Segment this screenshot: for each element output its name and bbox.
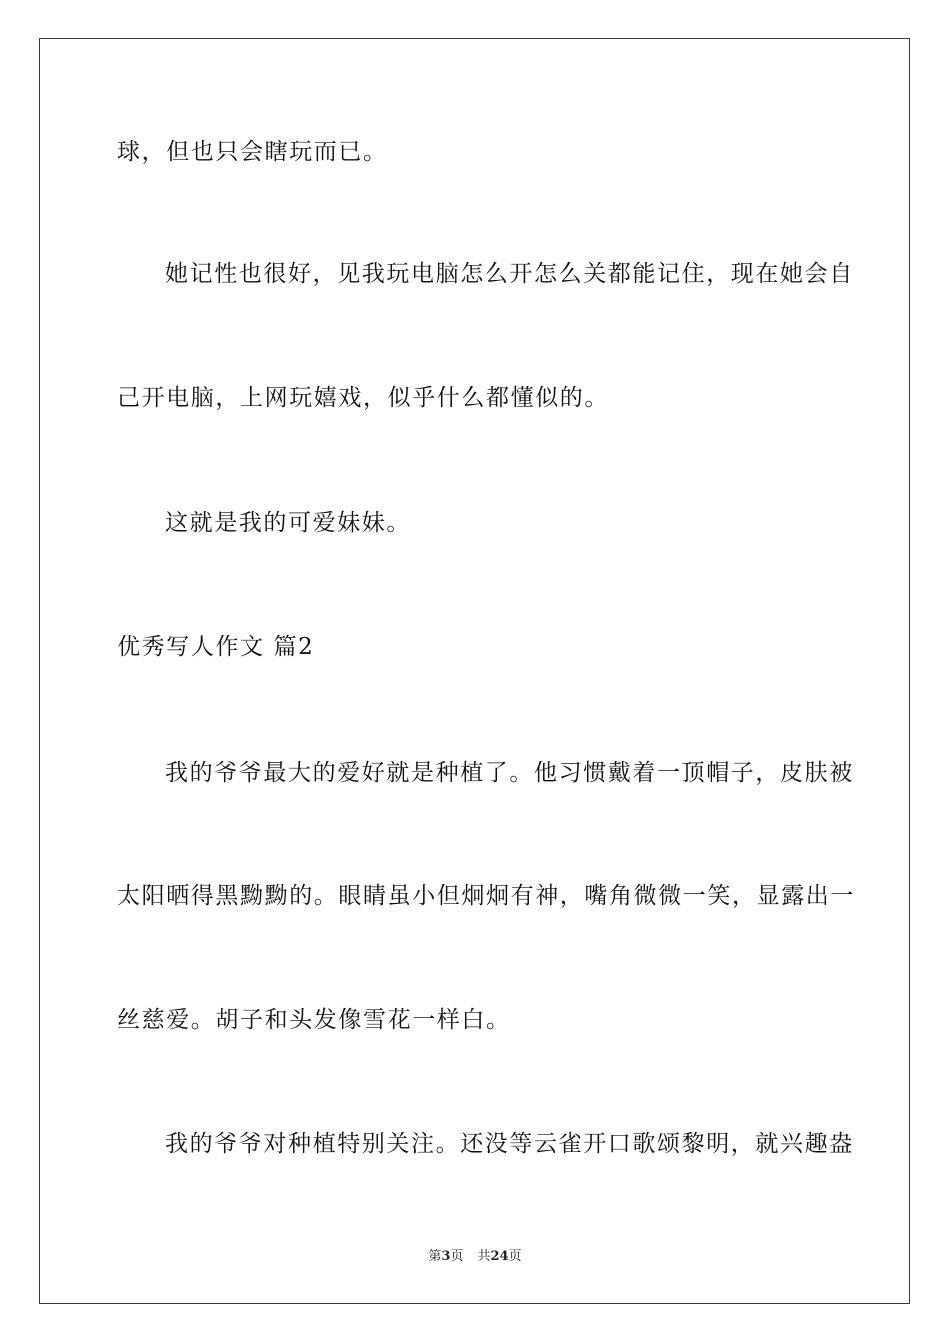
page-border [39, 38, 910, 1304]
paragraph-line-2: 她记性也很好，见我玩电脑怎么开怎么关都能记住，现在她会自 [165, 261, 854, 287]
footer-page-current: 3 [441, 1249, 451, 1264]
footer-page-prefix: 第 [428, 1249, 442, 1264]
footer-page-suffix: 页 [450, 1249, 464, 1264]
section-heading: 优秀写人作文 篇2 [117, 634, 315, 660]
paragraph-line-7: 丝慈爱。胡子和头发像雪花一样白。 [117, 1007, 511, 1033]
footer-total-suffix: 页 [508, 1249, 522, 1264]
footer-total-prefix: 共 [477, 1249, 491, 1264]
paragraph-line-4: 这就是我的可爱妹妹。 [165, 510, 411, 536]
paragraph-line-8: 我的爷爷对种植特别关注。还没等云雀开口歌颂黎明，就兴趣盎 [165, 1131, 854, 1157]
paragraph-line-1: 球，但也只会瞎玩而已。 [117, 139, 388, 165]
paragraph-line-6: 太阳晒得黑黝黝的。眼睛虽小但炯炯有神，嘴角微微一笑，显露出一 [117, 883, 855, 909]
paragraph-line-5: 我的爷爷最大的爱好就是种植了。他习惯戴着一顶帽子，皮肤被 [165, 760, 854, 786]
page-footer [0, 1248, 950, 1266]
paragraph-line-3: 己开电脑，上网玩嬉戏，似乎什么都懂似的。 [117, 385, 609, 411]
footer-page-total: 24 [490, 1249, 509, 1264]
